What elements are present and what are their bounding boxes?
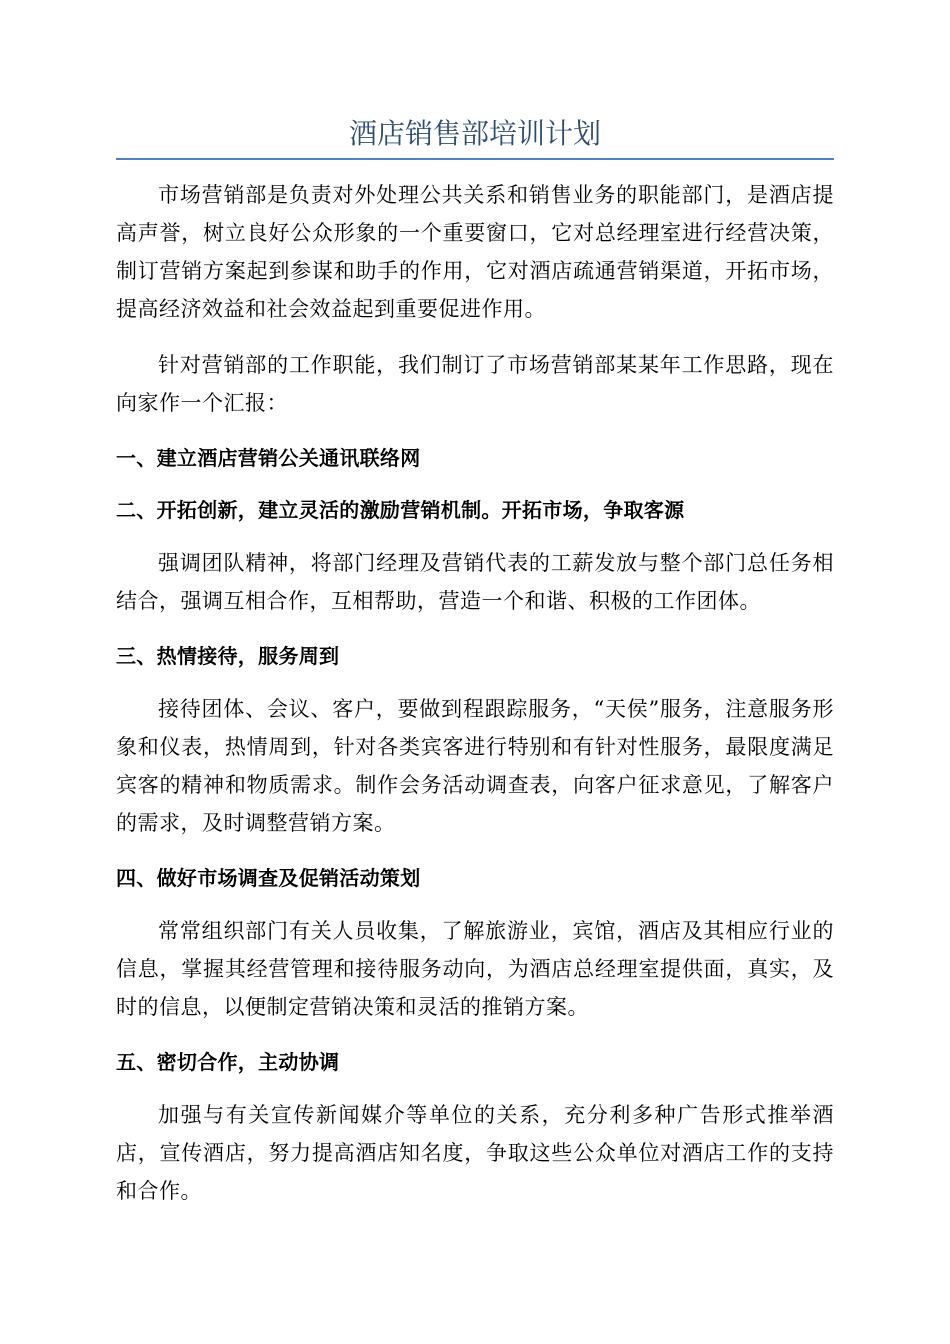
section-heading-5: 五、密切合作，主动协调 <box>116 1050 340 1074</box>
intro-paragraph-2: 针对营销部的工作职能，我们制订了市场营销部某某年工作思路，现在向家作一个汇报： <box>116 353 834 415</box>
document-body <box>116 176 834 1228</box>
intro-paragraph-1: 市场营销部是负责对外处理公共关系和销售业务的职能部门，是酒店提高声誉，树立良好公众形象的一个重要窗口，它对总经理室进行经营决策，制订营销方案起到参谋和助手的作用，它对酒店疏通营销渠道，开拓市场，提高经济效益和社会效益起到重要促进作用。 <box>116 183 834 321</box>
section-heading-2: 二、开拓创新，建立灵活的激励营销机制。开拓市场，争取客源 <box>116 498 685 522</box>
section-body-3: 接待团体、会议、客户，要做到程跟踪服务，“天侯”服务，注意服务形象和仪表，热情周到，针对各类宾客进行特别和有针对性服务，最限度满足宾客的精神和物质需求。制作会务活动调查表，向客户征求意见，了解客户的需求，及时调整营销方案。 <box>116 697 834 835</box>
section-heading-1: 一、建立酒店营销公关通讯联络网 <box>116 446 421 470</box>
section-heading-3: 三、热情接待，服务周到 <box>116 644 340 668</box>
section-heading-4: 四、做好市场调查及促销活动策划 <box>116 866 421 890</box>
document-title: 酒店销售部培训计划 <box>116 112 834 160</box>
section-body-4: 常常组织部门有关人员收集，了解旅游业，宾馆，酒店及其相应行业的信息，掌握其经营管理和接待服务动向，为酒店总经理室提供面，真实，及时的信息，以便制定营销决策和灵活的推销方案。 <box>116 919 834 1019</box>
section-body-5: 加强与有关宣传新闻媒介等单位的关系，充分利多种广告形式推举酒店，宣传酒店，努力提高酒店知名度，争取这些公众单位对酒店工作的支持和合作。 <box>116 1103 834 1203</box>
section-body-2: 强调团队精神，将部门经理及营销代表的工薪发放与整个部门总任务相结合，强调互相合作，互相帮助，营造一个和谐、积极的工作团体。 <box>116 551 834 613</box>
